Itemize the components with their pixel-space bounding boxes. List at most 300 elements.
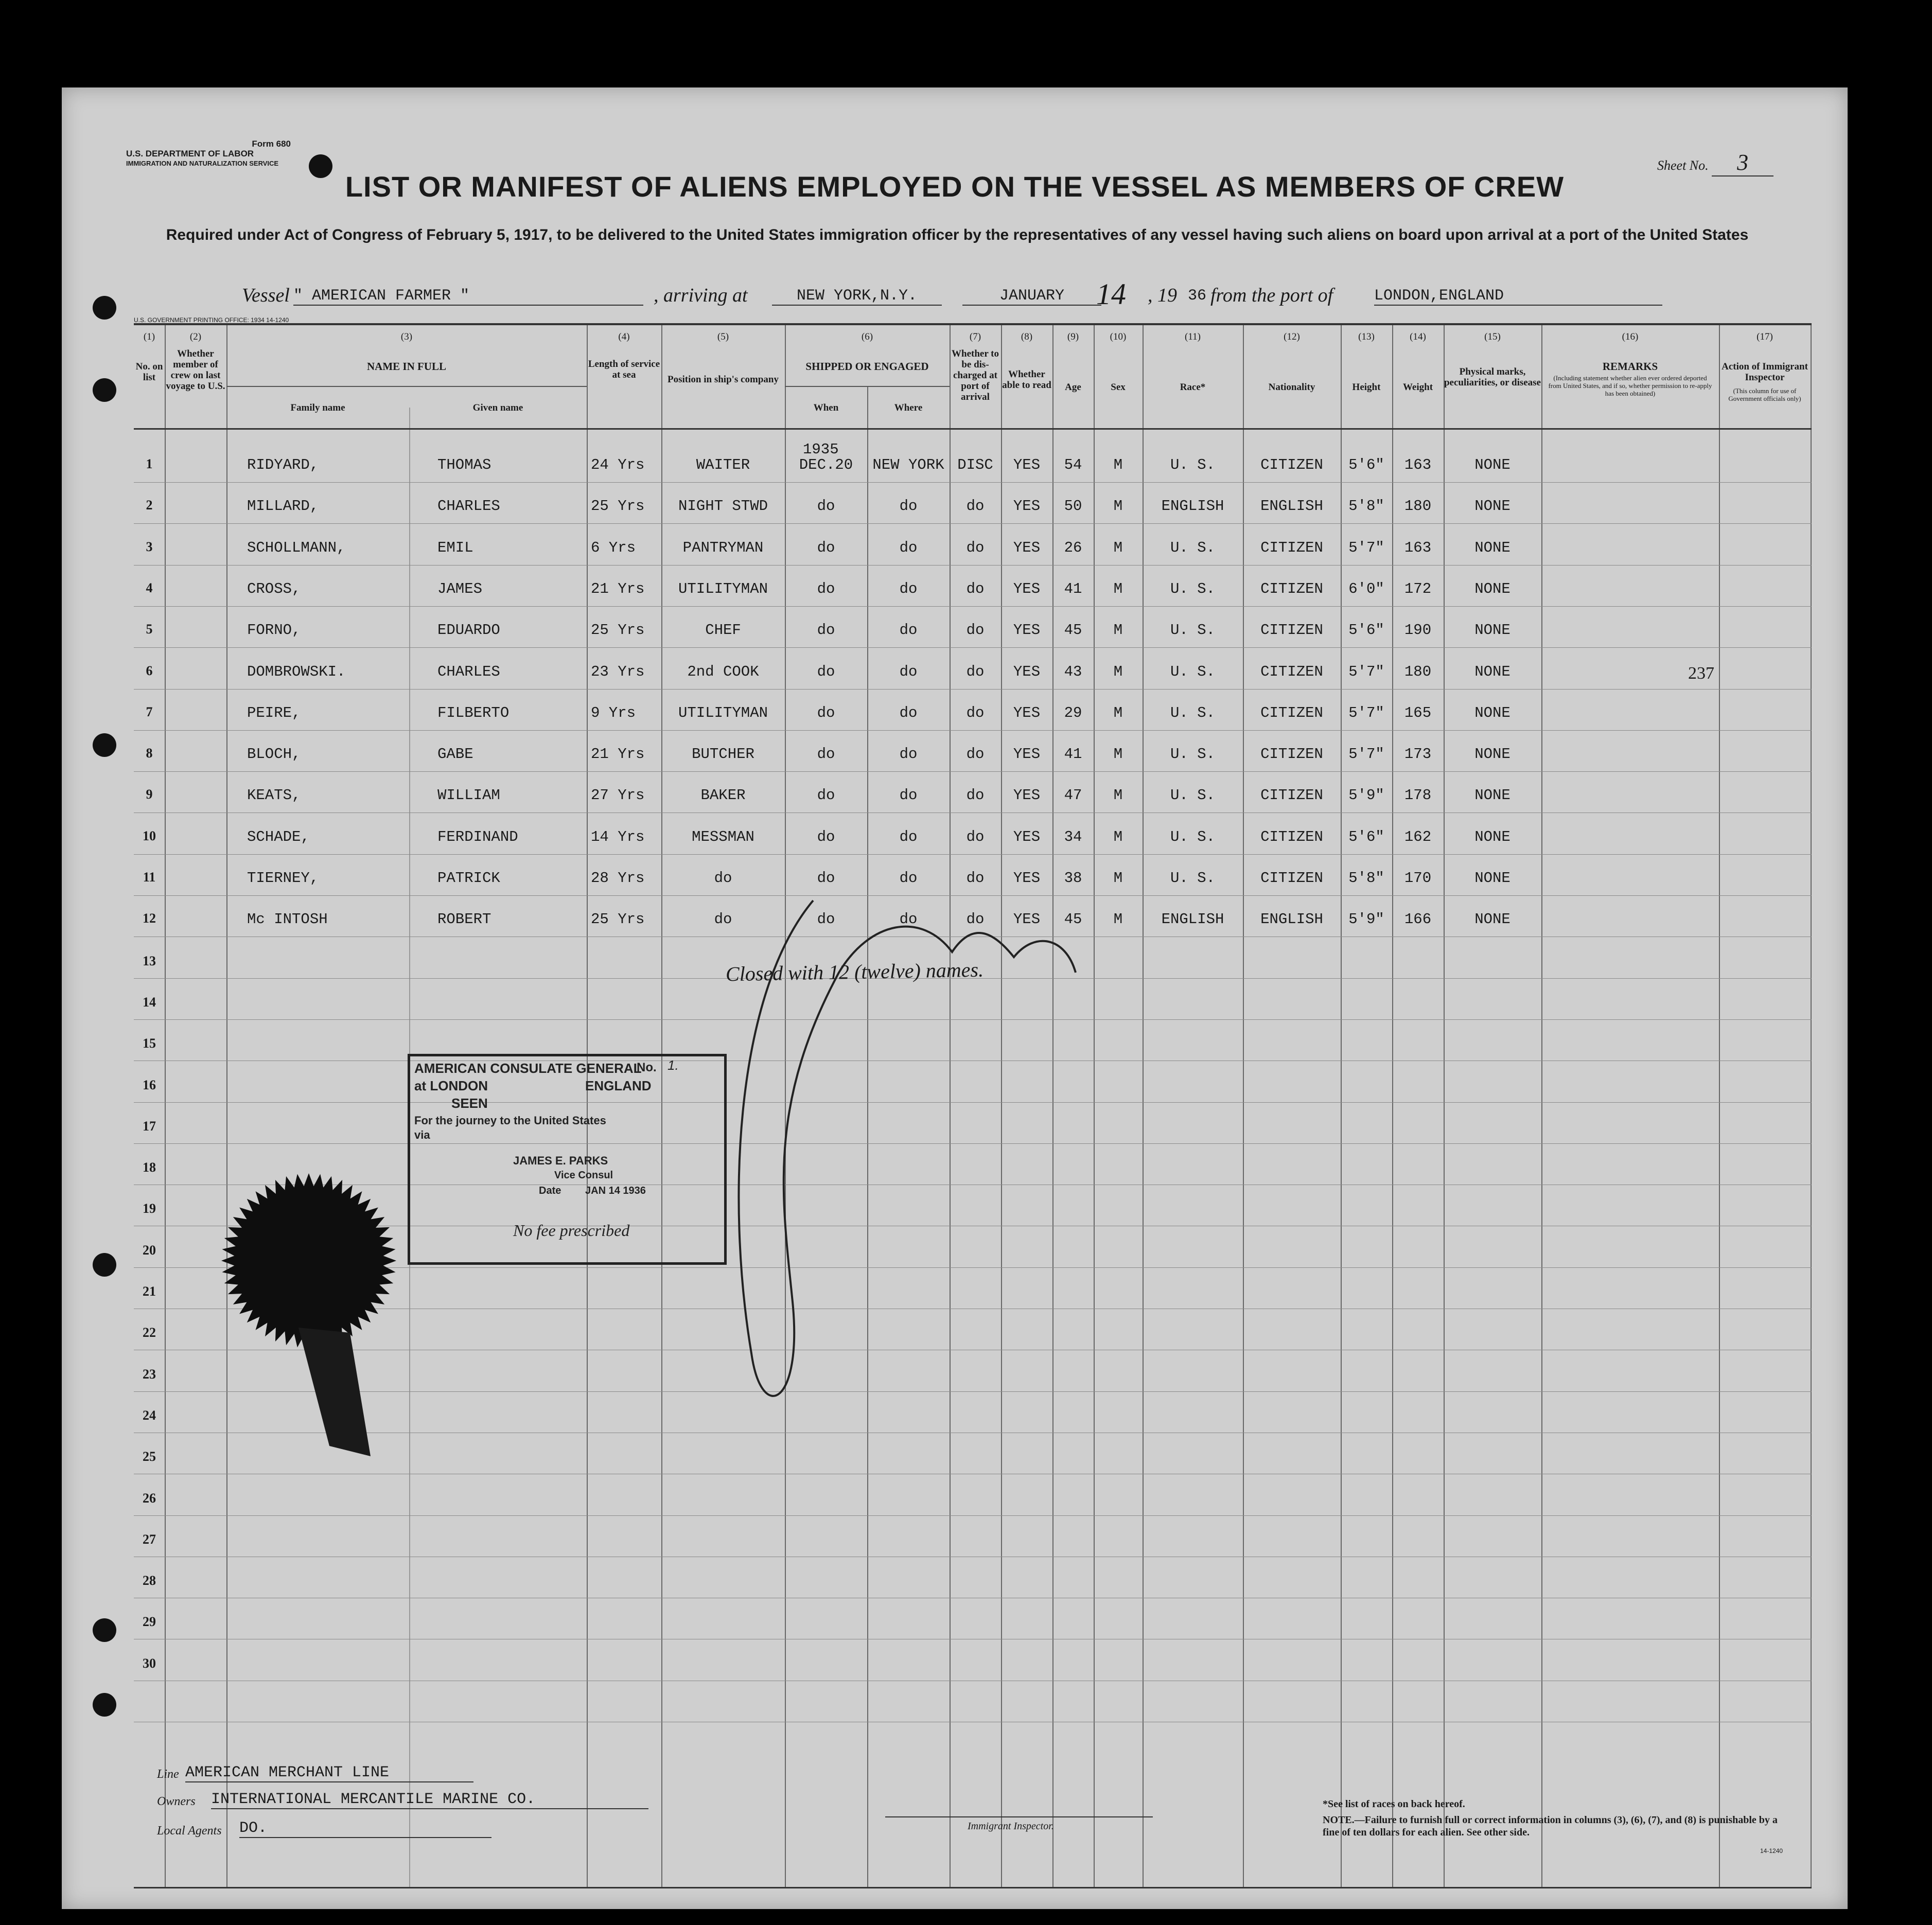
row-rule — [134, 565, 1812, 566]
height: 5'7" — [1348, 746, 1384, 763]
family-name: MILLARD, — [247, 498, 319, 515]
discharged: do — [966, 622, 985, 639]
punch-hole — [93, 1693, 116, 1717]
given-name: GABE — [437, 746, 473, 763]
row-rule — [134, 1515, 1812, 1516]
race: U. S. — [1170, 704, 1215, 721]
physical-marks: NONE — [1474, 456, 1511, 473]
colnum-12: (12) — [1284, 331, 1300, 342]
department: U.S. DEPARTMENT OF LABOR — [126, 149, 254, 158]
colnum-16: (16) — [1622, 331, 1639, 342]
weight: 163 — [1404, 456, 1432, 473]
nationality: CITIZEN — [1260, 539, 1323, 556]
service-length: 25 Yrs — [591, 498, 645, 515]
stamp-consulate: AMERICAN CONSULATE GENERAL — [414, 1061, 642, 1076]
col-height: Height — [1352, 382, 1381, 393]
arrival-month: JANUARY — [962, 287, 1101, 306]
row-rule — [134, 730, 1812, 731]
race: ENGLISH — [1161, 498, 1224, 515]
row-number: 5 — [146, 622, 153, 637]
physical-marks: NONE — [1474, 580, 1511, 597]
manifest-sheet — [62, 87, 1848, 1909]
sex: M — [1113, 456, 1123, 473]
height: 5'6" — [1348, 456, 1384, 473]
arriving-label: , arriving at — [654, 285, 748, 306]
family-name: PEIRE, — [247, 704, 301, 721]
agents-label: Local Agents — [157, 1824, 222, 1838]
weight: 172 — [1404, 580, 1432, 597]
from-label: from the port of — [1210, 285, 1333, 306]
race: U. S. — [1170, 580, 1215, 597]
colnum-1: (1) — [143, 331, 155, 342]
agents-value: DO. — [239, 1820, 491, 1838]
penalty-note: NOTE.—Failure to furnish full or correct information in columns (3), (6), (7), and (8) is punishable by a fine of ten dollars for each alien. See other side. — [1323, 1814, 1778, 1838]
col-shipped: SHIPPED OR ENGAGED — [805, 360, 929, 373]
owners-label: Owners — [157, 1795, 196, 1808]
line-value: AMERICAN MERCHANT LINE — [185, 1764, 473, 1782]
shipped-when: do — [817, 704, 835, 721]
able-to-read: YES — [1013, 911, 1041, 928]
shipped-when: do — [817, 870, 835, 887]
col-discharged: Whether to be dis-charged at port of arrival — [952, 348, 999, 402]
age: 54 — [1064, 456, 1082, 473]
ship-position: PANTRYMAN — [682, 539, 764, 556]
col-remarks: REMARKS — [1602, 360, 1658, 373]
given-name: CHARLES — [437, 663, 500, 680]
punch-hole — [93, 1253, 116, 1277]
row-number: 10 — [143, 828, 156, 843]
family-name: SCHOLLMANN, — [247, 539, 346, 556]
row-number: 27 — [143, 1531, 156, 1547]
service-length: 14 Yrs — [591, 828, 645, 845]
form-code: 14-1240 — [1760, 1847, 1783, 1855]
col-no-on-list: No. on list — [135, 361, 163, 383]
race: ENGLISH — [1161, 911, 1224, 928]
age: 50 — [1064, 498, 1082, 515]
shipped-when: do — [817, 622, 835, 639]
race: U. S. — [1170, 870, 1215, 887]
discharged: do — [966, 704, 985, 721]
height: 5'8" — [1348, 870, 1384, 887]
given-name: WILLIAM — [437, 787, 500, 804]
consulate-stamp — [408, 1054, 727, 1265]
col-able-read: Whether able to read — [1002, 369, 1051, 391]
col-remarks-sub: (Including statement whether alien ever ordered deported from United States, and if so, whether permission to re-apply has been obtained) — [1548, 374, 1712, 397]
closed-note: Closed with 12 (twelve) names. — [725, 958, 984, 986]
year-note: 1935 — [803, 441, 839, 458]
race: U. S. — [1170, 746, 1215, 763]
able-to-read: YES — [1013, 704, 1041, 721]
shipped-where: do — [899, 580, 918, 597]
col-action: Action of Immigrant Inspector — [1722, 361, 1808, 383]
punch-hole — [93, 1618, 116, 1642]
stamp-no-label: No. — [637, 1061, 657, 1074]
height: 5'9" — [1348, 911, 1384, 928]
sheet-label: Sheet No. — [1657, 158, 1709, 173]
colnum-5: (5) — [717, 331, 729, 342]
sex: M — [1113, 870, 1123, 887]
stamp-date: JAN 14 1936 — [585, 1185, 646, 1196]
ship-position: NIGHT STWD — [678, 498, 768, 515]
row-number: 7 — [146, 704, 153, 719]
row-number: 12 — [143, 911, 156, 926]
service-length: 21 Yrs — [591, 580, 645, 597]
owners-value: INTERNATIONAL MERCANTILE MARINE CO. — [211, 1791, 648, 1809]
discharged: do — [966, 539, 985, 556]
colnum-6: (6) — [861, 331, 873, 342]
weight: 173 — [1404, 746, 1432, 763]
physical-marks: NONE — [1474, 539, 1511, 556]
row-number: 11 — [143, 870, 156, 885]
line-label: Line — [157, 1768, 179, 1781]
colnum-15: (15) — [1484, 331, 1501, 342]
voyage-line — [242, 277, 1734, 311]
stamp-via: via — [414, 1128, 430, 1141]
row-number: 6 — [146, 663, 153, 678]
family-name: BLOCH, — [247, 746, 301, 763]
service-length: 24 Yrs — [591, 456, 645, 473]
given-name: EDUARDO — [437, 622, 500, 639]
col-nationality: Nationality — [1268, 382, 1315, 393]
able-to-read: YES — [1013, 787, 1041, 804]
nationality: CITIZEN — [1260, 828, 1323, 845]
colnum-4: (4) — [618, 331, 630, 342]
weight: 166 — [1404, 911, 1432, 928]
family-name: FORNO, — [247, 622, 301, 639]
family-name: Mc INTOSH — [247, 911, 328, 928]
shipped-where: do — [899, 704, 918, 721]
punch-hole — [93, 378, 116, 402]
shipped-when: DEC.20 — [799, 456, 853, 473]
physical-marks: NONE — [1474, 622, 1511, 639]
row-number: 21 — [143, 1284, 156, 1299]
able-to-read: YES — [1013, 663, 1041, 680]
age: 29 — [1064, 704, 1082, 721]
able-to-read: YES — [1013, 539, 1041, 556]
document-title: LIST OR MANIFEST OF ALIENS EMPLOYED ON THE VESSEL AS MEMBERS OF CREW — [345, 170, 1565, 203]
given-name: JAMES — [437, 580, 483, 597]
sex: M — [1113, 828, 1123, 845]
ship-position: BUTCHER — [692, 746, 754, 763]
service-length: 25 Yrs — [591, 911, 645, 928]
vessel-label: Vessel — [242, 285, 290, 306]
able-to-read: YES — [1013, 580, 1041, 597]
colnum-14: (14) — [1410, 331, 1426, 342]
row-rule — [134, 689, 1812, 690]
race: U. S. — [1170, 539, 1215, 556]
able-to-read: YES — [1013, 622, 1041, 639]
weight: 178 — [1404, 787, 1432, 804]
sex: M — [1113, 539, 1123, 556]
sex: M — [1113, 498, 1123, 515]
given-name: FERDINAND — [437, 828, 518, 845]
race: U. S. — [1170, 663, 1215, 680]
nationality: CITIZEN — [1260, 787, 1323, 804]
given-name: ROBERT — [437, 911, 491, 928]
age: 26 — [1064, 539, 1082, 556]
colnum-11: (11) — [1185, 331, 1201, 342]
physical-marks: NONE — [1474, 663, 1511, 680]
shipped-where: do — [899, 787, 918, 804]
discharged: do — [966, 663, 985, 680]
document-subtitle: Required under Act of Congress of February 5, 1917, to be delivered to the United States immigration officer by the representatives of any vessel having such aliens on board upon arrival at a port of the United States — [166, 226, 1749, 243]
weight: 163 — [1404, 539, 1432, 556]
shipped-when: do — [817, 498, 835, 515]
ship-position: 2nd COOK — [687, 663, 759, 680]
race: U. S. — [1170, 787, 1215, 804]
race: U. S. — [1170, 456, 1215, 473]
service-length: 21 Yrs — [591, 746, 645, 763]
year-suffix: 36 — [1188, 287, 1207, 305]
col-race: Race* — [1180, 382, 1206, 393]
col-action-sub: (This column for use of Government officials only) — [1728, 387, 1801, 402]
row-rule — [134, 606, 1812, 607]
shipped-where: do — [899, 828, 918, 845]
row-number: 25 — [143, 1449, 156, 1464]
row-rule — [134, 647, 1812, 648]
inspector-label: Immigrant Inspector. — [968, 1821, 1054, 1832]
physical-marks: NONE — [1474, 828, 1511, 845]
row-number: 29 — [143, 1614, 156, 1630]
action-mark: 237 — [1688, 664, 1714, 683]
vessel-name: " AMERICAN FARMER " — [293, 287, 643, 306]
shipped-where: do — [899, 539, 918, 556]
height: 5'6" — [1348, 828, 1384, 845]
weight: 180 — [1404, 663, 1432, 680]
printing-office: U.S. GOVERNMENT PRINTING OFFICE: 1934 14-1240 — [134, 316, 289, 324]
col-name-in-full: NAME IN FULL — [366, 360, 446, 373]
given-name: EMIL — [437, 539, 473, 556]
nationality: CITIZEN — [1260, 580, 1323, 597]
family-name: CROSS, — [247, 580, 301, 597]
age: 45 — [1064, 622, 1082, 639]
discharged: do — [966, 580, 985, 597]
row-number: 4 — [146, 580, 153, 595]
age: 34 — [1064, 828, 1082, 845]
row-number: 16 — [143, 1077, 156, 1092]
col-age: Age — [1065, 382, 1081, 393]
row-number: 17 — [143, 1118, 156, 1134]
sheet-value: 3 — [1712, 149, 1773, 176]
arrival-day: 14 — [1096, 277, 1126, 311]
age: 43 — [1064, 663, 1082, 680]
race: U. S. — [1170, 622, 1215, 639]
height: 5'7" — [1348, 539, 1384, 556]
height: 5'7" — [1348, 704, 1384, 721]
col-sex: Sex — [1111, 382, 1126, 393]
row-number: 14 — [143, 994, 156, 1010]
height: 5'6" — [1348, 622, 1384, 639]
row-number: 22 — [143, 1325, 156, 1340]
shipped-when: do — [817, 663, 835, 680]
service-length: 9 Yrs — [591, 704, 636, 721]
ship-position: UTILITYMAN — [678, 704, 768, 721]
sex: M — [1113, 911, 1123, 928]
col-length-service: Length of service at sea — [588, 359, 660, 380]
stamp-title: Vice Consul — [554, 1170, 613, 1181]
weight: 165 — [1404, 704, 1432, 721]
family-name: SCHADE, — [247, 828, 310, 845]
ship-position: do — [714, 870, 732, 887]
row-number: 26 — [143, 1490, 156, 1506]
ship-position: BAKER — [700, 787, 746, 804]
physical-marks: NONE — [1474, 787, 1511, 804]
stamp-country: ENGLAND — [585, 1078, 652, 1093]
row-number: 30 — [143, 1655, 156, 1671]
service-length: 6 Yrs — [591, 539, 636, 556]
family-name: DOMBROWSKI. — [247, 663, 346, 680]
stamp-date-label: Date — [539, 1185, 561, 1196]
service-length: 25 Yrs — [591, 622, 645, 639]
colnum-8: (8) — [1021, 331, 1033, 342]
arrival-port: NEW YORK,N.Y. — [772, 287, 942, 306]
ship-position: MESSMAN — [692, 828, 754, 845]
stamp-seen: SEEN — [451, 1096, 488, 1111]
shipped-when: do — [817, 539, 835, 556]
discharged: do — [966, 498, 985, 515]
age: 41 — [1064, 746, 1082, 763]
height: 5'7" — [1348, 663, 1384, 680]
service-length: 23 Yrs — [591, 663, 645, 680]
nationality: ENGLISH — [1260, 498, 1323, 515]
able-to-read: YES — [1013, 870, 1041, 887]
row-number: 15 — [143, 1036, 156, 1051]
nationality: CITIZEN — [1260, 704, 1323, 721]
shipped-where: NEW YORK — [872, 456, 944, 473]
age: 38 — [1064, 870, 1082, 887]
punch-hole — [93, 296, 116, 320]
col-given-name: Given name — [472, 402, 523, 413]
row-number: 23 — [143, 1366, 156, 1382]
age: 41 — [1064, 580, 1082, 597]
colnum-17: (17) — [1757, 331, 1773, 342]
col-whether-member: Whether member of crew on last voyage to U.S. — [166, 348, 225, 392]
row-number: 28 — [143, 1573, 156, 1588]
family-name: RIDYARD, — [247, 456, 319, 473]
shipped-when: do — [817, 580, 835, 597]
stamp-fee: No fee prescribed — [513, 1221, 630, 1240]
shipped-where: do — [899, 663, 918, 680]
ship-position: do — [714, 911, 732, 928]
given-name: FILBERTO — [437, 704, 510, 721]
height: 5'8" — [1348, 498, 1384, 515]
name-subrule — [226, 386, 587, 387]
inspector-line — [885, 1816, 1153, 1817]
header-rule — [134, 428, 1812, 430]
physical-marks: NONE — [1474, 746, 1511, 763]
family-name: TIERNEY, — [247, 870, 319, 887]
col-when: When — [813, 402, 839, 413]
col-position: Position in ship's company — [668, 374, 779, 385]
discharged: do — [966, 746, 985, 763]
able-to-read: YES — [1013, 498, 1041, 515]
age: 45 — [1064, 911, 1082, 928]
shipped-when: do — [817, 746, 835, 763]
nationality: CITIZEN — [1260, 870, 1323, 887]
able-to-read: YES — [1013, 746, 1041, 763]
physical-marks: NONE — [1474, 704, 1511, 721]
shipped-subrule — [785, 386, 950, 387]
able-to-read: YES — [1013, 456, 1041, 473]
weight: 190 — [1404, 622, 1432, 639]
colnum-13: (13) — [1358, 331, 1375, 342]
row-number: 18 — [143, 1160, 156, 1175]
stamp-journey: For the journey to the United States — [414, 1114, 606, 1127]
row-number: 3 — [146, 539, 153, 554]
sex: M — [1113, 580, 1123, 597]
able-to-read: YES — [1013, 828, 1041, 845]
row-rule — [134, 523, 1812, 524]
nationality: CITIZEN — [1260, 663, 1323, 680]
colnum-3: (3) — [400, 331, 413, 342]
family-name: KEATS, — [247, 787, 301, 804]
race-note: *See list of races on back hereof. — [1323, 1798, 1465, 1810]
race: U. S. — [1170, 828, 1215, 845]
shipped-where: do — [899, 746, 918, 763]
col-physical: Physical marks, peculiarities, or disease — [1444, 366, 1541, 388]
stamp-no-value: 1. — [668, 1057, 679, 1073]
colnum-9: (9) — [1067, 331, 1079, 342]
row-number: 2 — [146, 498, 153, 513]
signature-scribble — [705, 890, 1168, 1456]
weight: 170 — [1404, 870, 1432, 887]
row-number: 20 — [143, 1242, 156, 1258]
year-prefix: , 19 — [1148, 285, 1177, 306]
sex: M — [1113, 622, 1123, 639]
physical-marks: NONE — [1474, 870, 1511, 887]
from-port: LONDON,ENGLAND — [1374, 287, 1662, 306]
row-rule — [134, 482, 1812, 483]
shipped-where: do — [899, 911, 918, 928]
discharged: do — [966, 828, 985, 845]
physical-marks: NONE — [1474, 498, 1511, 515]
row-number: 19 — [143, 1201, 156, 1216]
stamp-name: JAMES E. PARKS — [513, 1154, 608, 1167]
row-number: 1 — [146, 456, 153, 471]
nationality: CITIZEN — [1260, 746, 1323, 763]
nationality: ENGLISH — [1260, 911, 1323, 928]
weight: 162 — [1404, 828, 1432, 845]
row-number: 24 — [143, 1407, 156, 1423]
colnum-10: (10) — [1110, 331, 1127, 342]
ship-position: UTILITYMAN — [678, 580, 768, 597]
row-number: 9 — [146, 787, 153, 802]
stamp-at: at LONDON — [414, 1078, 488, 1093]
form-header — [126, 139, 291, 168]
col-weight: Weight — [1402, 382, 1433, 393]
sex: M — [1113, 746, 1123, 763]
height: 6'0" — [1348, 580, 1384, 597]
shipped-where: do — [899, 498, 918, 515]
discharged: do — [966, 911, 985, 928]
sex: M — [1113, 787, 1123, 804]
given-name: CHARLES — [437, 498, 500, 515]
age: 47 — [1064, 787, 1082, 804]
row-rule — [134, 854, 1812, 855]
service-name: IMMIGRATION AND NATURALIZATION SERVICE — [126, 160, 279, 167]
discharged: do — [966, 787, 985, 804]
ship-position: WAITER — [696, 456, 750, 473]
shipped-when: do — [817, 828, 835, 845]
weight: 180 — [1404, 498, 1432, 515]
punch-hole — [93, 733, 116, 757]
sex: M — [1113, 704, 1123, 721]
service-length: 27 Yrs — [591, 787, 645, 804]
discharged: do — [966, 870, 985, 887]
shipped-when: do — [817, 787, 835, 804]
row-number: 8 — [146, 746, 153, 761]
shipped-where: do — [899, 870, 918, 887]
